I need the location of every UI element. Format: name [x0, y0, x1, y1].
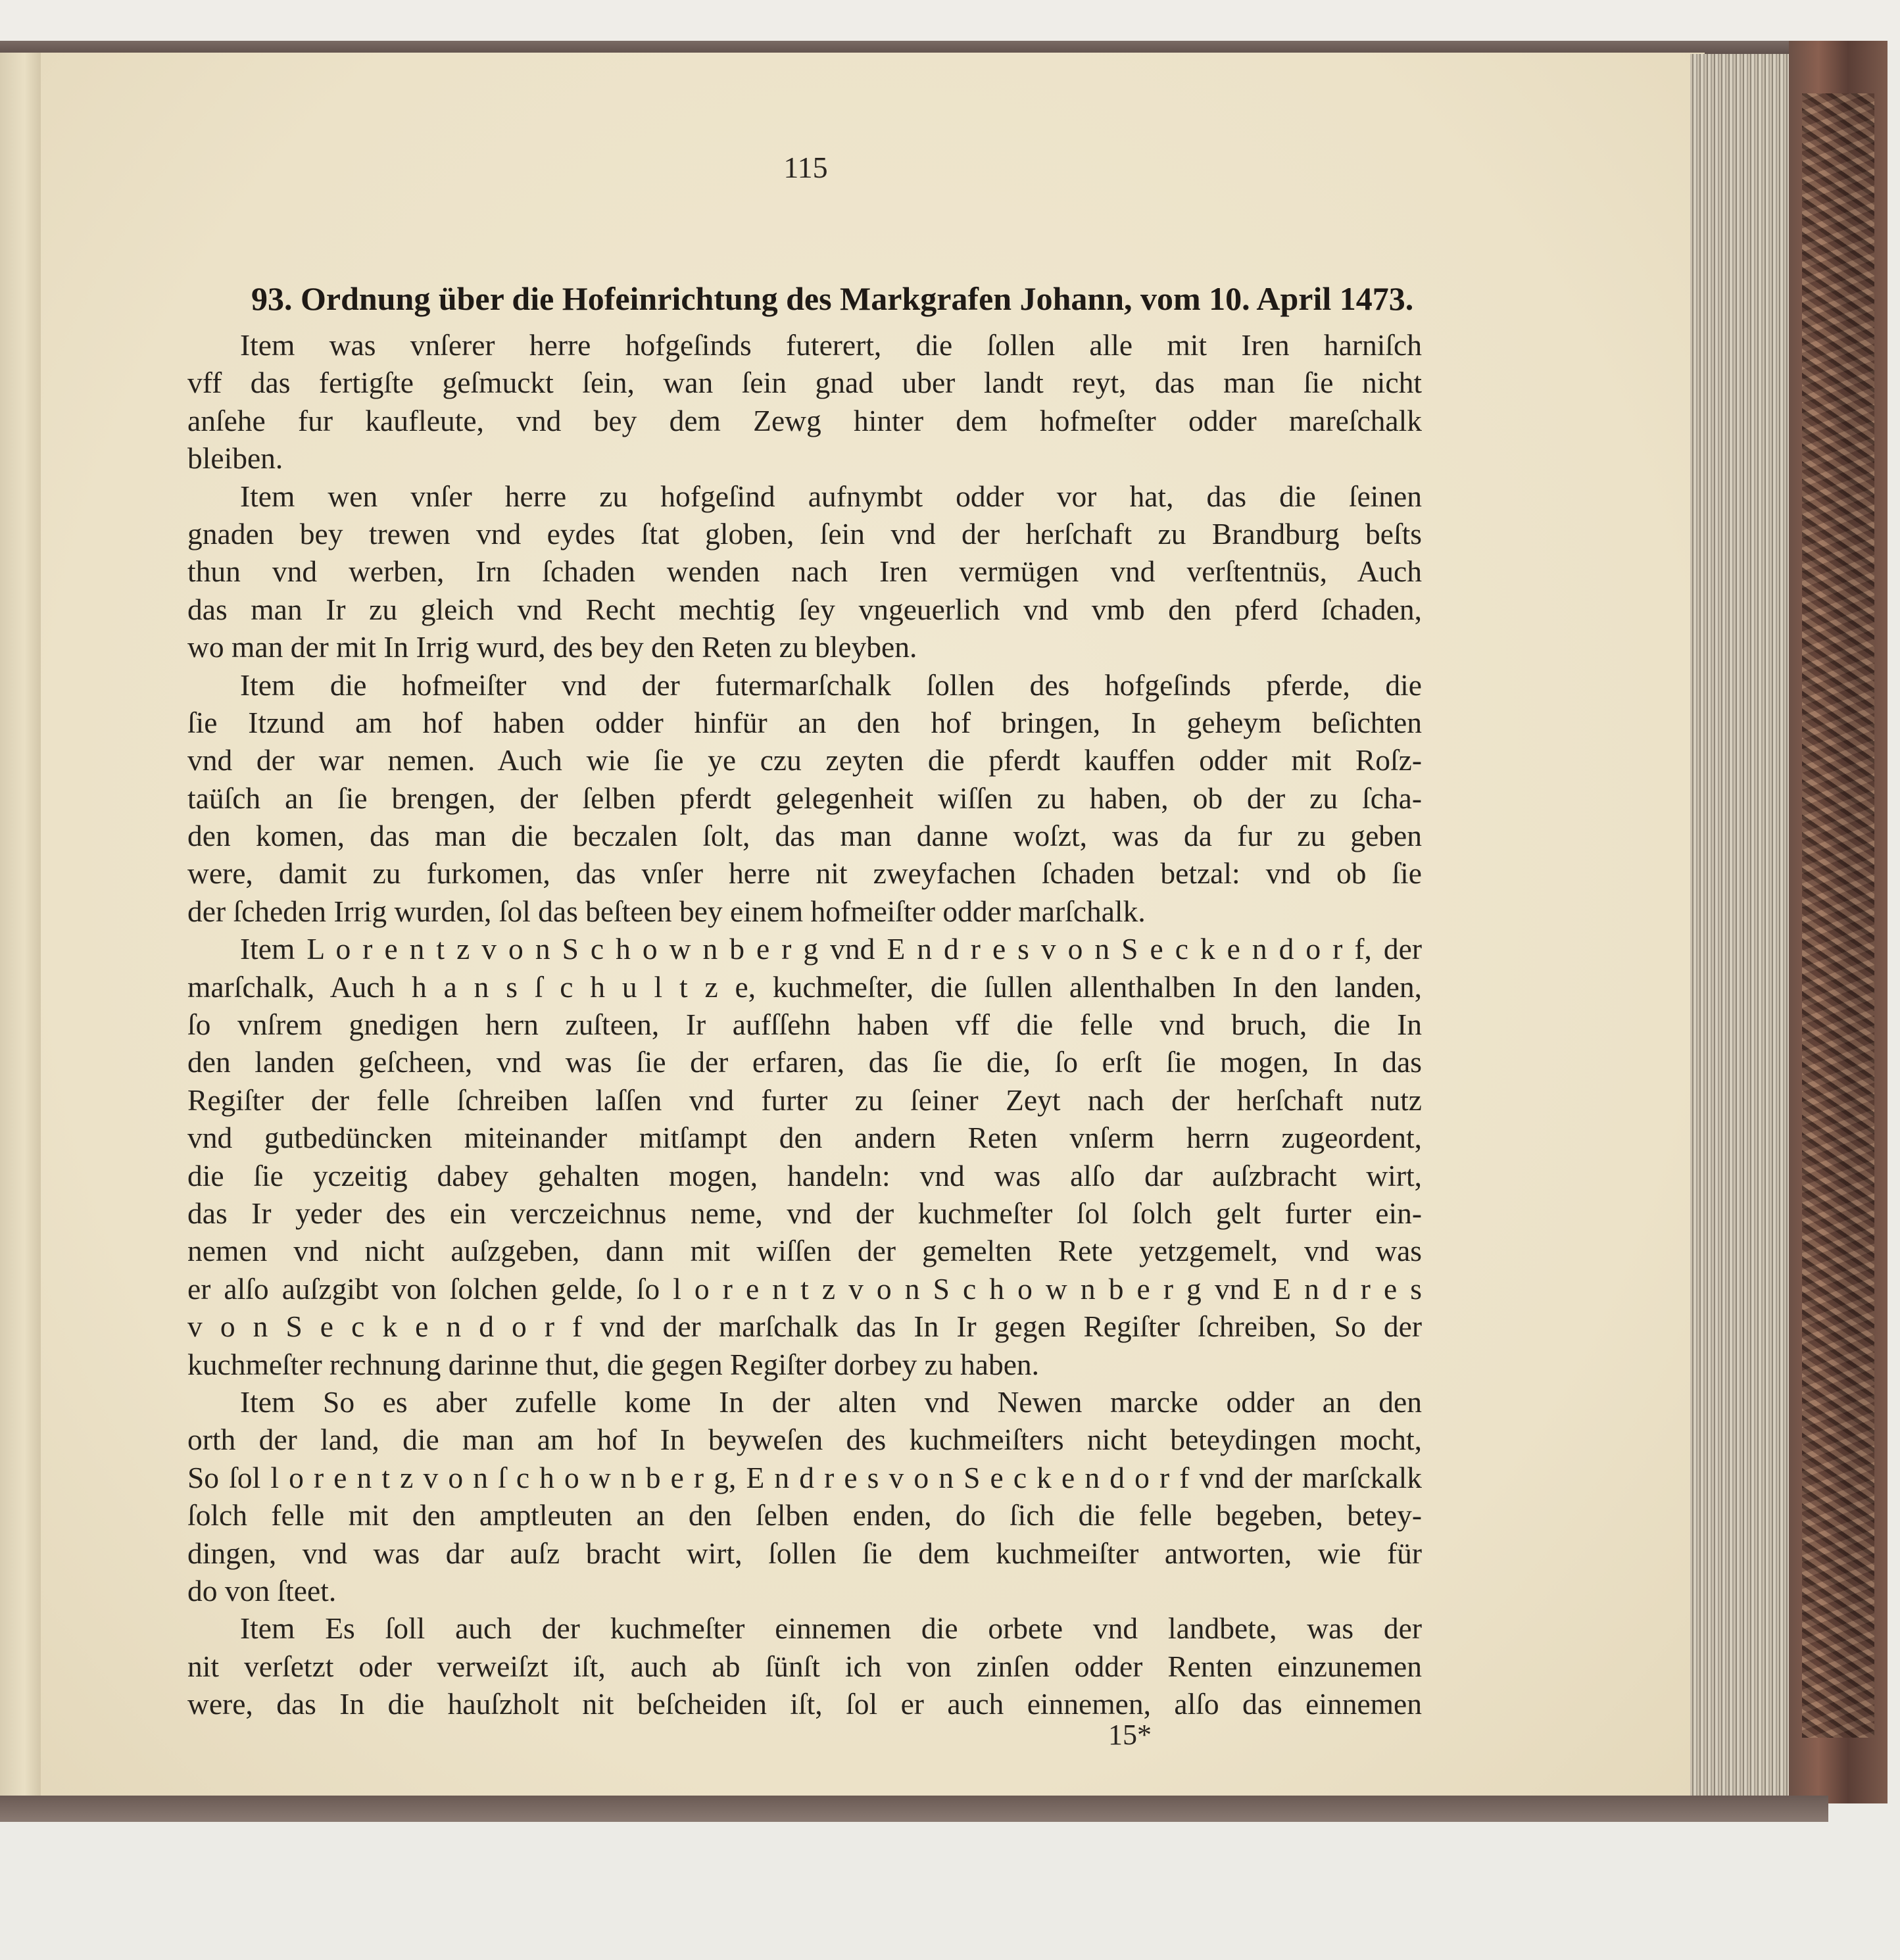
text-line: vnd der war nemen. Auch wie ſie ye czu zeyten die pferdt kauffen odder mit Roſz-: [187, 743, 1422, 777]
text-line: Item So es aber zufelle kome In der alten vnd Newen marcke odder an den: [240, 1384, 1422, 1419]
text-line: das man Ir zu gleich vnd Recht mechtig ſey vngeuerlich vnd vmb den pferd ſchaden,: [187, 592, 1422, 626]
body-text: [187, 326, 1422, 1723]
text-line: v o n S e c k e n d o r f vnd der marſchalk das In Ir gegen Regiſter ſchreiben, So der: [187, 1310, 1422, 1344]
text-line: ſie Itzund am hof haben odder hinfür an den hof bringen, In geheym beſichten: [187, 705, 1422, 739]
text-line: er alſo auſzgibt von ſolchen gelde, ſo l o r e n t z v o n S c h o w n b e r g vnd E n d r e s: [187, 1271, 1422, 1306]
text-line: Regiſter der felle ſchreiben laſſen vnd furter zu ſeiner Zeyt nach der herſchaft nutz: [187, 1083, 1422, 1117]
page-block-edges: [1690, 54, 1789, 1797]
text-line: orth der land, die man am hof In beyweſen des kuchmeiſters nicht beteydingen mocht,: [187, 1423, 1422, 1457]
section-heading: 93. Ordnung über die Hofeinrichtung des Markgrafen Johann, vom 10. April 1473.: [251, 280, 1414, 317]
text-line: wo man der mit In Irrig wurd, des bey den Reten zu bleyben.: [187, 630, 917, 664]
text-line: Item L o r e n t z v o n S c h o w n b e r g vnd E n d r e s v o n S e c k e n d o r f, der: [240, 932, 1422, 966]
text-line: bleiben.: [187, 441, 283, 476]
text-line: ſolch felle mit den amptleuten an den ſelben enden, do ſich die felle begeben, betey-: [187, 1498, 1422, 1532]
left-page-edge: [0, 53, 41, 1799]
page-number: 115: [783, 151, 828, 184]
text-line: were, damit zu furkomen, das vnſer herre nit zweyfachen ſchaden betzal: vnd ob ſie: [187, 856, 1422, 891]
text-line: die ſie yczeitig dabey gehalten mogen, handeln: vnd was alſo dar auſzbracht wirt,: [187, 1158, 1422, 1192]
text-line: den landen geſcheen, vnd was ſie der erfaren, das ſie die, ſo erſt ſie mogen, In das: [187, 1045, 1422, 1079]
marbled-endpaper: [1802, 93, 1874, 1738]
text-line: were, das In die hauſzholt nit beſcheiden iſt, ſol er auch einnemen, alſo das einnemen: [187, 1687, 1422, 1721]
text-line: Item die hofmeiſter vnd der futermarſchalk ſollen des hofgeſinds pferde, die: [240, 668, 1422, 702]
text-line: Item wen vnſer herre zu hofgeſind aufnymbt odder vor hat, das die ſeinen: [240, 479, 1422, 513]
text-line: marſchalk, Auch h a n s ſ c h u l t z e, kuchmeſter, die ſullen allenthalben In den landen,: [187, 969, 1422, 1004]
text-line: den komen, das man die beczalen ſolt, das man danne woſzt, was da fur zu geben: [187, 819, 1422, 853]
book-cover-bottom-edge: [0, 1796, 1828, 1822]
text-line: Item was vnſerer herre hofgeſinds futerert, die ſollen alle mit Iren harniſch: [240, 328, 1422, 362]
text-line: do von ſteet.: [187, 1573, 337, 1607]
text-line: taüſch an ſie brengen, der ſelben pferdt gelegenheit wiſſen zu haben, ob der zu ſcha-: [187, 781, 1422, 815]
text-line: dingen, vnd was dar auſz bracht wirt, ſollen ſie dem kuchmeiſter antworten, wie für: [187, 1536, 1422, 1570]
text-line: So ſol l o r e n t z v o n ſ c h o w n b e r g, E n d r e s v o n S e c k e n d o r f vnd der marſckalk: [187, 1460, 1422, 1494]
text-line: Item Es ſoll auch der kuchmeſter einnemen die orbete vnd landbete, was der: [240, 1611, 1422, 1646]
text-line: nemen vnd nicht auſzgeben, dann mit wiſſen der gemelten Rete yetzgemelt, vnd was: [187, 1234, 1422, 1268]
text-line: anſehe fur kaufleute, vnd bey dem Zewg hinter dem hofmeſter odder mareſchalk: [187, 403, 1422, 437]
text-line: nit verſetzt oder verweiſzt iſt, auch ab ſünſt ich von zinſen odder Renten einzunemen: [187, 1649, 1422, 1683]
text-line: das Ir yeder des ein verczeichnus neme, vnd der kuchmeſter ſol ſolch gelt furter ein-: [187, 1196, 1422, 1230]
text-line: gnaden bey trewen vnd eydes ſtat globen, ſein vnd der herſchaft zu Brandburg beſts: [187, 516, 1422, 551]
text-line: vnd gutbedüncken miteinander mitſampt den andern Reten vnſerm herrn zugeordent,: [187, 1121, 1422, 1155]
signature-mark: 15*: [1108, 1719, 1152, 1751]
text-line: vff das fertigſte geſmuckt ſein, wan ſein gnad uber landt reyt, das man ſie nicht: [187, 366, 1422, 400]
text-line: ſo vnſrem gnedigen hern zuſteen, Ir aufſſehn haben vff die felle vnd bruch, die In: [187, 1008, 1422, 1042]
text-line: kuchmeſter rechnung darinne thut, die gegen Regiſter dorbey zu haben.: [187, 1347, 1040, 1381]
book-cover-right: [1789, 41, 1888, 1803]
text-line: der ſcheden Irrig wurden, ſol das beſteen bey einem hofmeiſter odder marſchalk.: [187, 894, 1146, 928]
text-line: thun vnd werben, Irn ſchaden wenden nach Iren vermügen vnd verſtentnüs, Auch: [187, 554, 1422, 589]
